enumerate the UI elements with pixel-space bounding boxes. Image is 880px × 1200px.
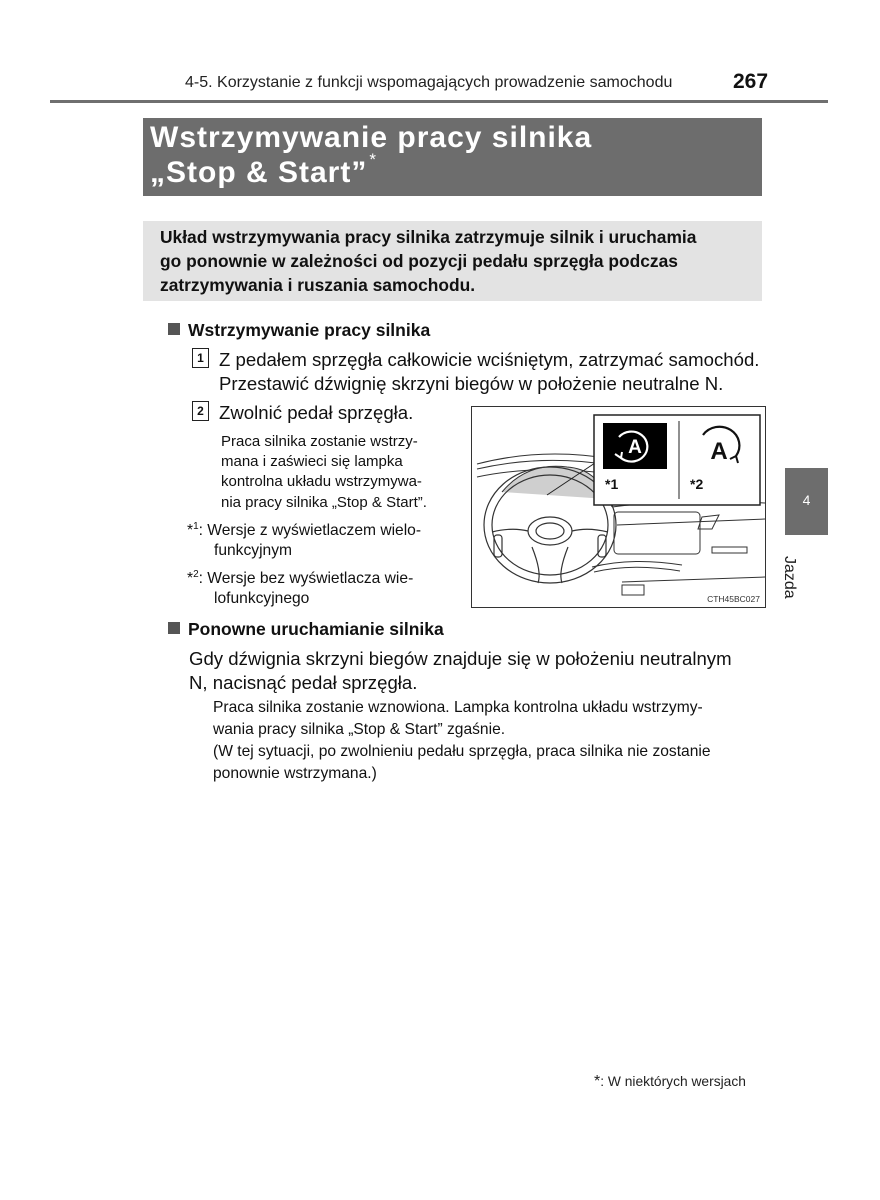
step2-text: Zwolnić pedał sprzęgła.: [219, 402, 414, 423]
footnote-2-mark: *: [187, 570, 194, 588]
figure-code: CTH45BC027: [707, 594, 760, 604]
intro-box: [143, 221, 762, 301]
chapter-label: Jazda: [781, 556, 798, 599]
square-bullet-icon: [168, 323, 180, 335]
step2-note-line-1: Praca silnika zostanie wstrzy-: [221, 433, 418, 450]
title-banner: [143, 118, 762, 196]
footer-text: : W niektórych wersjach: [600, 1074, 746, 1089]
dashboard-illustration: [471, 406, 766, 608]
footnote-1-mark: *: [187, 522, 194, 540]
section-heading-stop: [168, 320, 430, 341]
step2-note-line-4: nia pracy silnika „Stop & Start”.: [221, 494, 427, 511]
restart-line-1: Gdy dźwignia skrzyni biegów znajduje się w położeniu neutralnym: [189, 648, 732, 669]
footnote-2-text: : Wersje bez wyświetlacza wie-: [198, 570, 414, 588]
intro-line-1: Układ wstrzymywania pracy silnika zatrzymuje silnik i uruchamia: [160, 227, 697, 247]
dashboard-drawing: [472, 407, 765, 607]
running-header: 4-5. Korzystanie z funkcji wspomagających prowadzenie samochodu: [185, 74, 673, 91]
title-line-1: Wstrzymywanie pracy silnika: [150, 121, 593, 154]
restart-note-line-1: Praca silnika zostanie wznowiona. Lampka kontrolna układu wstrzymy-: [213, 699, 703, 716]
restart-note-line-2: wania pracy silnika „Stop & Start” zgaśnie.: [213, 721, 506, 738]
section-heading-restart: [168, 619, 444, 640]
footnote-1-sup: 1: [193, 521, 199, 532]
step-number-1: 1: [192, 348, 209, 368]
chapter-tab: [785, 468, 828, 535]
figure-label-2: *2: [690, 476, 704, 492]
page-number: 267: [733, 70, 769, 93]
footer-note: [594, 1073, 746, 1091]
footnote-2-sup: 2: [193, 569, 199, 580]
title-asterisk: *: [369, 150, 377, 169]
step1-line-2: Przestawić dźwignię skrzyni biegów w położenie neutralne N.: [219, 373, 724, 394]
footnote-1-line-2: funkcyjnym: [214, 542, 292, 559]
restart-note-line-4: ponownie wstrzymana.): [213, 765, 377, 782]
footnote-1: [187, 521, 421, 540]
header-rule: [50, 100, 828, 103]
intro-line-2: go ponownie w zależności od pozycji pedału sprzęgła podczas: [160, 251, 678, 271]
title-text-2: „Stop & Start”: [150, 156, 368, 189]
footer-asterisk: *: [594, 1073, 601, 1090]
intro-line-3: zatrzymywania i ruszania samochodu.: [160, 275, 476, 295]
step2-note-line-3: kontrolna układu wstrzymywa-: [221, 473, 422, 490]
restart-line-2: N, nacisnąć pedał sprzęgła.: [189, 672, 418, 693]
square-bullet-icon: [168, 622, 180, 634]
section-heading-restart-text: Ponowne uruchamianie silnika: [188, 619, 444, 639]
title-line-2: [150, 150, 377, 190]
section-heading-stop-text: Wstrzymywanie pracy silnika: [188, 320, 431, 340]
footnote-1-text: : Wersje z wyświetlaczem wielo-: [198, 522, 422, 540]
footnote-2: [187, 569, 413, 588]
restart-note-line-3: (W tej sytuacji, po zwolnieniu pedału sprzęgła, praca silnika nie zostanie: [213, 743, 711, 760]
step1-line-1: Z pedałem sprzęgła całkowicie wciśniętym, zatrzymać samochód.: [219, 349, 760, 370]
figure-label-1: *1: [605, 476, 619, 492]
svg-text:A: A: [710, 438, 728, 465]
svg-text:A: A: [628, 437, 642, 458]
step2-note-line-2: mana i zaświeci się lampka: [221, 453, 403, 470]
footnote-2-line-2: lofunkcyjnego: [214, 590, 310, 607]
chapter-number: 4: [802, 492, 811, 508]
step-number-2: 2: [192, 401, 209, 421]
